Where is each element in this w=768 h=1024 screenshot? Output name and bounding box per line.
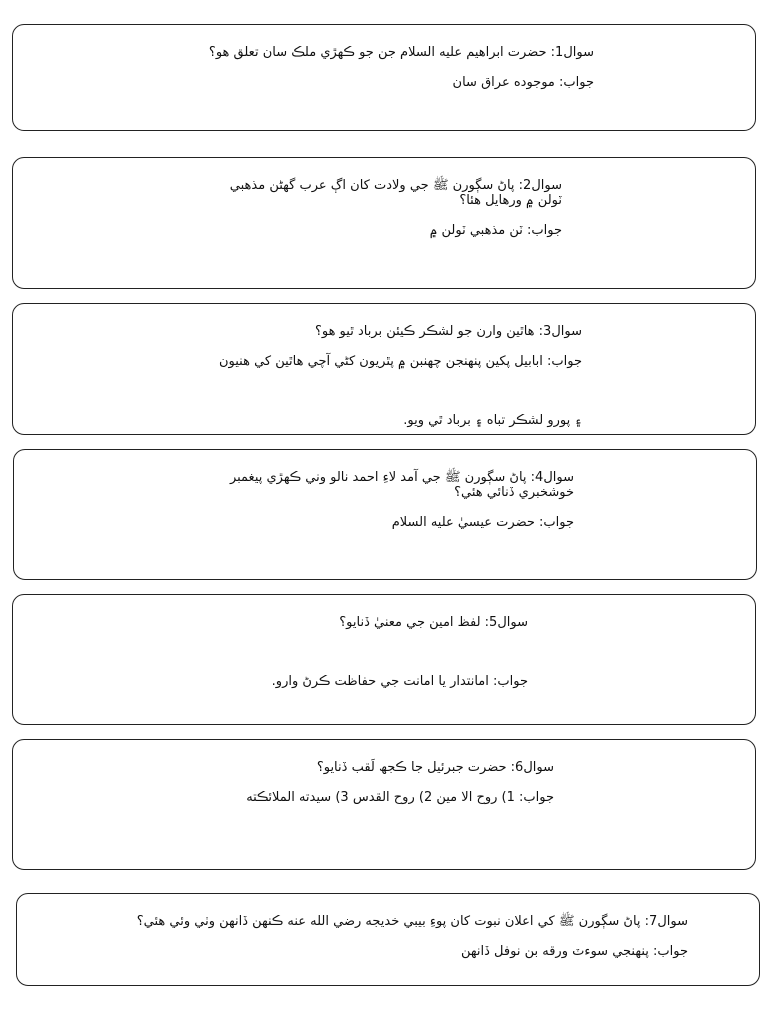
answer-1-text: جواب: موجوده عراق سان [452,75,594,90]
answer-2-text: جواب: ٽن مذهبي ٽولن ۾ [429,223,562,238]
answer-3-continuation: ۽ پورو لشڪر تباه ۽ برباد ٿي ويو. [403,413,582,428]
question-block-2 [192,163,562,253]
answer-5-gap [228,645,528,659]
question-block-4 [194,455,574,545]
question-block-5 [228,600,528,704]
answer-6-text: جواب: 1) روح الا مين 2) روح القدس 3) سيدته الملائڪته [246,790,554,805]
answer-5-text: جواب: امانتدار يا امانت جي حفاظت ڪرڻ وارو. [271,674,528,689]
question-block-1 [164,30,594,105]
question-4-text: سوال4: پاڻ سڳورن ﷺ جي آمد لاءِ احمد نالو وني ڪهڙي پيغمبر خوشخبري ڏنائي هئي؟ [229,470,574,500]
question-5-text: سوال5: لفظ امين جي معنيٰ ڏنايو؟ [339,615,528,630]
answer-7-text: جواب: پنهنجي سوءٽ ورقه بن نوفل ڏانهن [461,944,688,959]
question-6-text: سوال6: حضرت جبرئيل جا ڪجھ لَقب ڏنايو؟ [316,760,554,775]
question-7-text: سوال7: پاڻ سڳورن ﷺ کي اعلان نبوت کان پوءِ بيبي خديجه رضي الله عنه ڪنهن ڏانهن وٺي وئي هئي؟ [136,914,688,929]
question-1-text: سوال1: حضرت ابراهيم عليه السلام جن جو ڪهڙي ملڪ سان تعلق هو؟ [208,45,594,60]
question-2-text: سوال2: پاڻ سڳورن ﷺ جي ولادت کان اڳ عرب گهڻن مذهبي ٽولن ۾ ورهايل هئا؟ [229,178,562,208]
answer-3-gap [182,384,582,398]
question-block-3 [182,309,582,443]
question-block-6 [204,745,554,820]
question-block-7 [78,899,688,974]
answer-4-text: جواب: حضرت عيسيٰ عليه السلام [391,515,574,530]
answer-3-text: جواب: ابابيل پکين پنهنجن چهنبن ۾ پٿريون کڻي آچي هاٿين کي هنيون [218,354,582,369]
question-3-text: سوال3: هاٿين وارن جو لشڪر ڪيئن برباد ٿيو هو؟ [314,324,582,339]
